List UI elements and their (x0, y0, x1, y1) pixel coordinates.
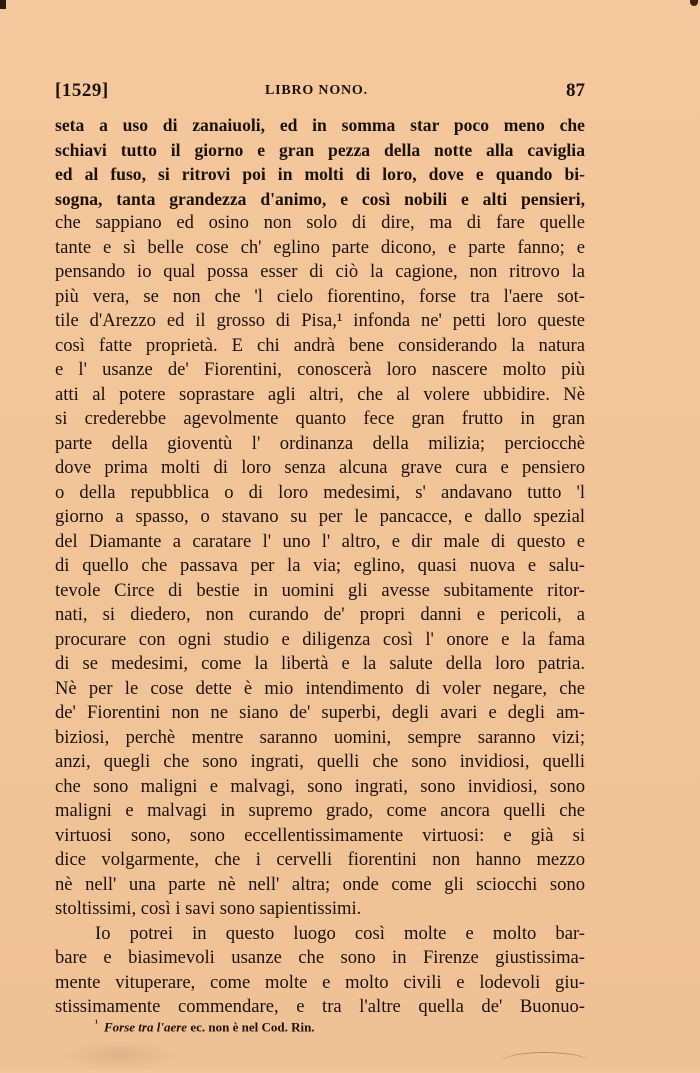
text-line: così fatte proprietà. E chi andrà bene considerando la natura (55, 334, 585, 356)
text-line: e l' usanze de' Fiorentini, conoscerà loro nascere molto più (55, 359, 585, 380)
text-line: schiavi tutto il giorno e gran pezza della notte alla caviglia (55, 139, 585, 160)
text-line: nati, si diedero, non curando de' propri danni e pericoli, a (55, 604, 585, 625)
text-line: giorno a spasso, o stavano su per le pancacce, e dallo spezial (55, 506, 585, 527)
footnote-marker: ¹ (95, 1018, 98, 1029)
text-line: atti al potere soprastare agli altri, che al volere ubbidire. Nè (55, 383, 585, 405)
text-line: si crederebbe agevolmente quanto fece gran frutto in gran (55, 408, 585, 429)
text-line: ed al fuso, si ritrovi poi in molti di loro, dove e quando bi- (55, 164, 585, 184)
text-line: bare e biasimevoli usanze che sono in Firenze giustissima- (55, 947, 585, 968)
text-line: biziosi, perchè mentre saranno uomini, sempre saranno vizi; (55, 726, 585, 748)
scan-edge-mark (0, 0, 6, 9)
text-line: Io potrei in questo luogo così molte e molto bar- (95, 922, 585, 944)
text-line: del Diamante a caratare l' uno l' altro, e dir male di questo e (55, 530, 585, 552)
text-line: anzi, quegli che sono ingrati, quelli che sono invidiosi, quelli (55, 751, 585, 772)
text-line: Nè per le cose dette è mio intendimento di voler negare, che (55, 677, 585, 699)
text-line: pensando io qual possa esser di ciò la cagione, non ritrovo la (55, 261, 585, 282)
footnote (95, 1018, 315, 1035)
body-text (55, 113, 585, 1020)
text-line: nè nell' una parte nè nell' altra; onde come gli sciocchi sono (55, 873, 585, 895)
scan-edge-mark (690, 0, 698, 6)
page-number: 87 (566, 80, 585, 101)
text-line: maligni e malvagi in supremo grado, come ancora quelli che (55, 800, 585, 821)
scan-smudge (60, 1040, 180, 1070)
text-line: virtuosi sono, sono eccellentissimamente virtuosi: e già si (55, 824, 585, 846)
text-line: parte della gioventù l' ordinanza della milizia; perciocchè (55, 432, 585, 454)
text-line: tante e sì belle cose ch' eglino parte dicono, e parte fanno; e (55, 236, 585, 258)
footnote-text: ec. non è nel Cod. Rin. (187, 1019, 315, 1035)
text-line: più vera, se non che 'l cielo fiorentino, forse tra l'aere sot- (55, 285, 585, 307)
text-line: tile d'Arezzo ed il grosso di Pisa,¹ infonda ne' petti loro queste (55, 310, 585, 331)
text-line: di quello che passava per la via; eglino, quasi nuova e salu- (55, 555, 585, 576)
year-header: [1529] (55, 80, 109, 101)
text-line: tevole Circe di bestie in uomini gli avesse subitamente ritor- (55, 579, 585, 601)
text-line: procurare con ogni studio e diligenza così l' onore e la fama (55, 628, 585, 650)
text-line: che sappiano ed osino non solo di dire, ma di fare quelle (55, 212, 585, 233)
text-line: o della repubblica o di loro medesimi, s' andavano tutto 'l (55, 481, 585, 503)
text-line: seta a uso di zanaiuoli, ed in somma star poco meno che (55, 115, 585, 135)
text-line: dice volgarmente, che i cervelli fiorentini non hanno mezzo (55, 849, 585, 870)
text-line: stoltissimi, così i savi sono sapientissimi. (55, 898, 362, 919)
text-line: de' Fiorentini non ne siano de' superbi, degli avari e degli am- (55, 702, 585, 723)
text-line: dove prima molti di loro senza alcuna grave cura e pensiero (55, 457, 585, 478)
text-line: mente vituperare, come molte e molto civili e lodevoli giu- (55, 971, 585, 993)
footnote-quote: Forse tra l'aere (104, 1019, 188, 1035)
text-line: stissimamente commendare, e tra l'altre quella de' Buonuo- (55, 996, 585, 1017)
text-line: che sono maligni e malvagi, sono ingrati, sono invidiosi, sono (55, 775, 585, 797)
running-head (55, 80, 585, 104)
text-line: di se medesimi, come la libertà e la salute della loro patria. (55, 653, 585, 674)
book-title-header: LIBRO NONO. (265, 83, 368, 98)
text-line: sogna, tanta grandezza d'animo, e così nobili e alti pensieri, (55, 188, 585, 209)
